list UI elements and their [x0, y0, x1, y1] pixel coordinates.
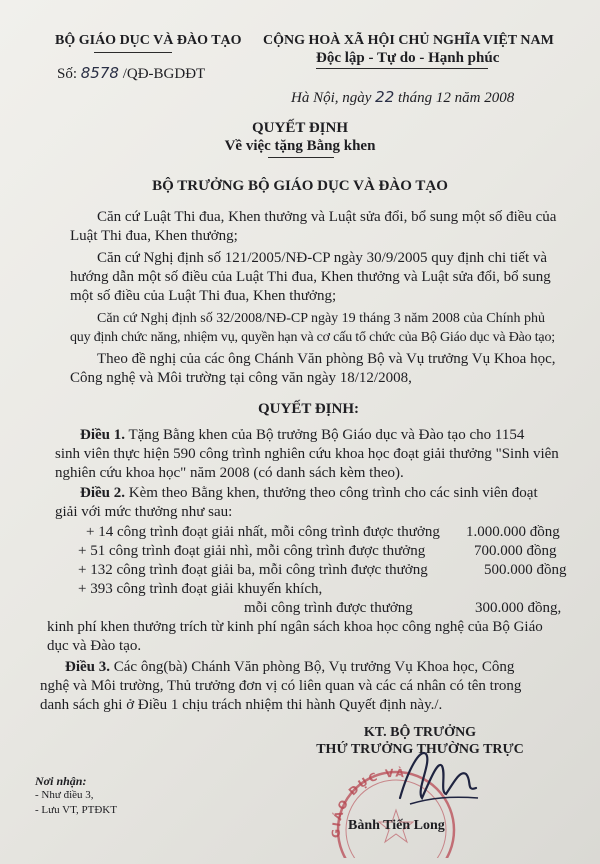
article3-line3: danh sách ghi ở Điều 1 chịu trách nhiệm thi hành Quyết định này./.: [40, 697, 443, 713]
award-row: + 132 công trình đoạt giải ba, mỗi công trình được thưởng: [78, 562, 428, 578]
decision-subject: Về việc tặng Bằng khen: [224, 138, 376, 154]
signer-name: Bành Tiến Long: [348, 818, 445, 833]
preamble-p4-line2: Công nghệ và Môi trường tại công văn ngày 18/12/2008,: [70, 370, 412, 386]
ministry-underline: [94, 52, 172, 53]
article2-line3: kinh phí khen thưởng trích từ kinh phí ngân sách khoa học công nghệ của Bộ Giáo: [47, 619, 543, 635]
award-amount: 700.000 đồng: [474, 543, 557, 559]
article1-line2: sinh viên thực hiện 590 công trình nghiên cứu khoa học đoạt giải thưởng "Sinh viên: [55, 446, 559, 462]
article1-text1: Tặng Bằng khen của Bộ trưởng Bộ Giáo dục và Đào tạo cho 1154: [128, 427, 525, 443]
preamble-p2-line1: Căn cứ Nghị định số 121/2005/NĐ-CP ngày 30/9/2005 quy định chi tiết và: [97, 250, 548, 266]
recipient-item: - Như điều 3,: [35, 789, 94, 801]
decision-title: QUYẾT ĐỊNH: [252, 120, 348, 136]
recipients-title: Nơi nhận:: [35, 774, 87, 788]
article2-line4: dục và Đào tạo.: [47, 638, 142, 654]
seal-text: GIÁO DỤC VÀ: [329, 766, 407, 839]
preamble-p3-line2: quy định chức năng, nhiệm vụ, quyền hạn và cơ cấu tổ chức của Bộ Giáo dục và Đào tạo;: [70, 330, 555, 345]
preamble-p3-line1: Căn cứ Nghị định số 32/2008/NĐ-CP ngày 19 tháng 3 năm 2008 của Chính phủ: [97, 311, 546, 326]
national-motto: Độc lập - Tự do - Hạnh phúc: [316, 50, 500, 66]
issue-date: [291, 88, 514, 107]
award-row: mỗi công trình được thưởng: [244, 600, 413, 616]
republic-title: CỘNG HOÀ XÃ HỘI CHỦ NGHĨA VIỆT NAM: [263, 33, 554, 48]
preamble-p4-line1: Theo đề nghị của các ông Chánh Văn phòng Bộ và Vụ trưởng Vụ Khoa học,: [97, 351, 556, 367]
award-row: + 14 công trình đoạt giải nhất, mỗi công trình được thưởng: [86, 524, 440, 540]
decision-heading: QUYẾT ĐỊNH:: [258, 401, 359, 417]
recipient-item: - Lưu VT, PTĐKT: [35, 804, 117, 816]
signature-line2: THỨ TRƯỞNG THƯỜNG TRỰC: [316, 742, 524, 757]
preamble-p1-line2: Luật Thi đua, Khen thưởng;: [70, 228, 238, 244]
article1-line3: nghiên cứu khoa học" năm 2008 (có danh sách kèm theo).: [55, 465, 404, 481]
article1-label: Điều 1.: [80, 427, 125, 443]
ministry-name: BỘ GIÁO DỤC VÀ ĐÀO TẠO: [55, 33, 242, 48]
signature-line1: KT. BỘ TRƯỞNG: [363, 725, 477, 740]
doc-no-label: Số:: [57, 66, 78, 82]
award-amount: 300.000 đồng,: [475, 600, 562, 616]
doc-no-handwritten: 8578: [80, 64, 119, 82]
article2-label: Điều 2.: [80, 485, 125, 501]
preamble-p2-line3: một số điều của Luật Thi đua, Khen thưởng;: [70, 288, 337, 304]
article3-text1: Các ông(bà) Chánh Văn phòng Bộ, Vụ trưởng Vụ Khoa học, Công: [113, 659, 515, 675]
handwritten-signature: [380, 740, 490, 820]
article2-line2: giải với mức thưởng như sau:: [55, 504, 233, 520]
document-number: [57, 64, 205, 83]
date-suffix: tháng 12 năm 2008: [398, 90, 515, 106]
article3-label: Điều 3.: [65, 659, 110, 675]
doc-no-suffix: /QĐ-BGDĐT: [122, 66, 206, 82]
article3-line1: [65, 659, 514, 676]
article3-line2: nghệ và Môi trường, Thủ trưởng đơn vị có liên quan và các cá nhân có tên trong: [40, 678, 522, 694]
subject-underline: [268, 157, 334, 158]
preamble-p1-line1: Căn cứ Luật Thi đua, Khen thưởng và Luật sửa đổi, bổ sung một số điều của: [97, 209, 557, 225]
date-day-handwritten: 22: [375, 88, 395, 106]
article2-text1: Kèm theo Bằng khen, thưởng theo công trình cho các sinh viên đoạt: [128, 485, 538, 501]
article2-line1: [80, 485, 538, 502]
issuer-title: BỘ TRƯỞNG BỘ GIÁO DỤC VÀ ĐÀO TẠO: [152, 178, 448, 194]
award-amount: 500.000 đồng: [484, 562, 567, 578]
preamble-p2-line2: hướng dẫn một số điều của Luật Thi đua, Khen thưởng và Luật sửa đổi, bổ sung: [70, 269, 551, 285]
date-prefix: Hà Nội, ngày: [291, 90, 372, 106]
award-row: + 51 công trình đoạt giải nhì, mỗi công trình được thưởng: [78, 543, 426, 559]
award-row: + 393 công trình đoạt giải khuyến khích,: [78, 581, 323, 597]
motto-underline: [316, 68, 488, 69]
award-amount: 1.000.000 đồng: [466, 524, 560, 540]
article1-line1: [80, 427, 524, 444]
